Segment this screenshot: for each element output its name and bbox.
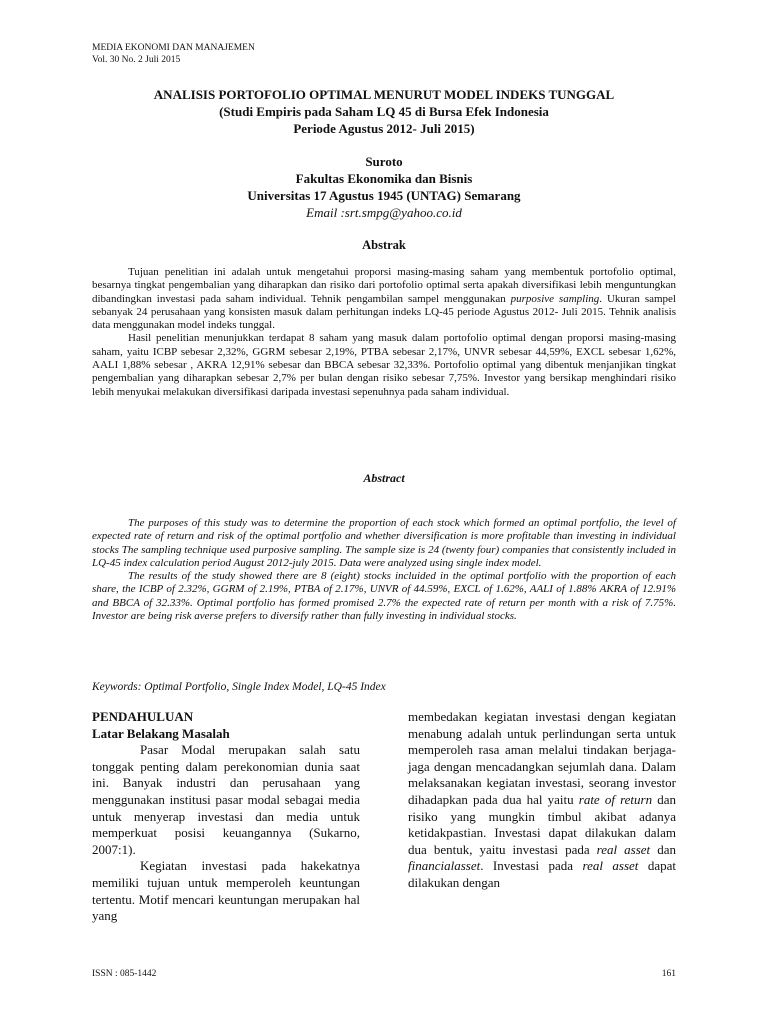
author-university: Universitas 17 Agustus 1945 (UNTAG) Semarang <box>247 188 521 203</box>
abstract-paragraph-2: The results of the study showed there are 8 (eight) stocks incluided in the optimal portfolio with the proportion of each share, the ICBP of 2.32%, GGRM of 2.19%, PTBA of 2.17%, UNVR of 44.59%, EXCL of 1.62%, AALI of 1.88% AKRA of 12.91% and BBCA of 32.33%. Optimal portfolio has formed promised 2.7% the expected rate of return per month with a risk of 7.75%. Investor are being risk averse prefers to diversify rather than fully investing in individual stocks. <box>92 570 676 623</box>
body-column-right <box>408 709 676 892</box>
abstract-heading: Abstract <box>363 471 405 485</box>
journal-volume: Vol. 30 No. 2 Juli 2015 <box>92 55 181 65</box>
author-faculty: Fakultas Ekonomika dan Bisnis <box>295 171 473 186</box>
title-line-1: ANALISIS PORTOFOLIO OPTIMAL MENURUT MODEL INDEKS TUNGGAL <box>153 87 615 102</box>
abstrak-body <box>92 266 676 399</box>
abstract-body <box>92 517 676 623</box>
body-p3-text-e: dapat dilakukan dengan <box>408 858 676 890</box>
abstrak-p1-text-a: Tujuan penelitian ini adalah untuk mengetahui proporsi masing-masing saham yang membentuk portofolio optimal, besarnya tingkat pengembalian yang diharapkan dan risiko dari portofolio optimal serta apakah diversifikasi lebih menguntungkan dibandingkan investasi pada saham individual. Tehnik pengambilan sampel menggunakan <box>92 266 676 305</box>
section-heading: PENDAHULUAN <box>92 709 194 724</box>
body-p3-em-1: rate of return <box>578 791 653 807</box>
body-paragraph-3 <box>408 709 676 892</box>
abstrak-paragraph-2: Hasil penelitian menunjukkan terdapat 8 saham yang masuk dalam portofolio optimal dengan proporsi masing-masing saham, yaitu ICBP sebesar 2,32%, GGRM sebesar 2,19%, PTBA sebesar 2,17%, UNVR sebesar 44,59%, EXCL sebesar 1,62%, AALI 1,88% sebesar , AKRA 12,91% sebesar dan BBCA sebesar 32,33%. Portofolio optimal yang dibentuk menjanjikan tingkat pengembalian yang diharapkan sebesar 2,7% per bulan dengan risiko sebesar 7,75%. Investor yang bersikap menghindari risiko lebih menyukai melakukan diversifikasi daripada investasi sepenuhnya pada saham individual. <box>92 332 676 398</box>
footer-page-number: 161 <box>661 969 676 979</box>
journal-name: MEDIA EKONOMI DAN MANAJEMEN <box>92 43 255 53</box>
body-paragraph-2: Kegiatan investasi pada hakekatnya memiliki tujuan untuk memperoleh keuntungan tertentu. Motif mencari keuntungan merupakan hal yang <box>92 858 360 924</box>
body-p3-text-c: dan <box>650 841 676 857</box>
body-p3-text-b: dan risiko yang mungkin timbul akibat adanya ketidakpastian. Investasi dapat dilakukan dalam dua bentuk, yaitu investasi pada <box>408 791 676 857</box>
abstrak-heading: Abstrak <box>362 238 406 252</box>
subsection-heading: Latar Belakang Masalah <box>92 725 230 741</box>
body-p3-em-4: real asset <box>582 858 639 874</box>
footer-issn: ISSN : 085-1442 <box>92 969 157 979</box>
title-line-2: (Studi Empiris pada Saham LQ 45 di Bursa Efek Indonesia <box>219 104 549 119</box>
body-paragraph-1: Pasar Modal merupakan salah satu tonggak penting dalam perekonomian dunia saat ini. Banyak industri dan perusahaan yang menggunakan institusi pasar modal sebagai media untuk menyerap investasi dan media untuk memperkuat posisi keuangannya (Sukarno, 2007:1). <box>92 742 360 857</box>
journal-header <box>92 42 255 66</box>
body-p3-em-2: real asset <box>596 841 651 857</box>
abstrak-paragraph-1 <box>92 266 676 332</box>
author-name: Suroto <box>365 154 403 169</box>
body-p3-em-3: financialasset <box>408 858 481 874</box>
author-email[interactable]: Email :srt.smpg@yahoo.co.id <box>306 205 462 220</box>
title-line-3: Periode Agustus 2012- Juli 2015) <box>293 121 475 136</box>
abstrak-p1-text-b: . Ukuran sampel sebanyak 24 perusahaan yang konsisten masuk dalam perhitungan indeks LQ-45 periode Agustus 2012- Juli 2015. Tehnik analisis data menggunakan model indeks tunggal. <box>92 292 676 332</box>
author-block <box>80 153 688 221</box>
body-column-left <box>92 709 360 925</box>
keywords: Keywords: Optimal Portfolio, Single Index Model, LQ-45 Index <box>92 681 386 693</box>
paper-title <box>80 86 688 137</box>
abstrak-p1-emphasis: purposive sampling <box>510 292 600 305</box>
body-p3-text-a: membedakan kegiatan investasi dengan kegiatan menabung adalah untuk perlindungan serta untuk memperoleh rasa aman melalui tindakan berjaga-jaga dengan mencadangkan sejumlah dana. Dalam melaksanakan kegiatan investasi, seorang investor dihadapkan pada dua hal yaitu <box>408 709 676 807</box>
abstract-paragraph-1: The purposes of this study was to determine the proportion of each stock which formed an optimal portfolio, the level of expected rate of return and risk of the optimal portfolio and whether diversification is more profitable than investing in individual stocks The sampling technique used purposive sampling. The sample size is 24 (twenty four) companies that consistently included in LQ-45 index calculation period August 2012-july 2015. Data were analyzed using single index model. <box>92 517 676 569</box>
body-p3-text-d: . Investasi pada <box>480 858 583 874</box>
